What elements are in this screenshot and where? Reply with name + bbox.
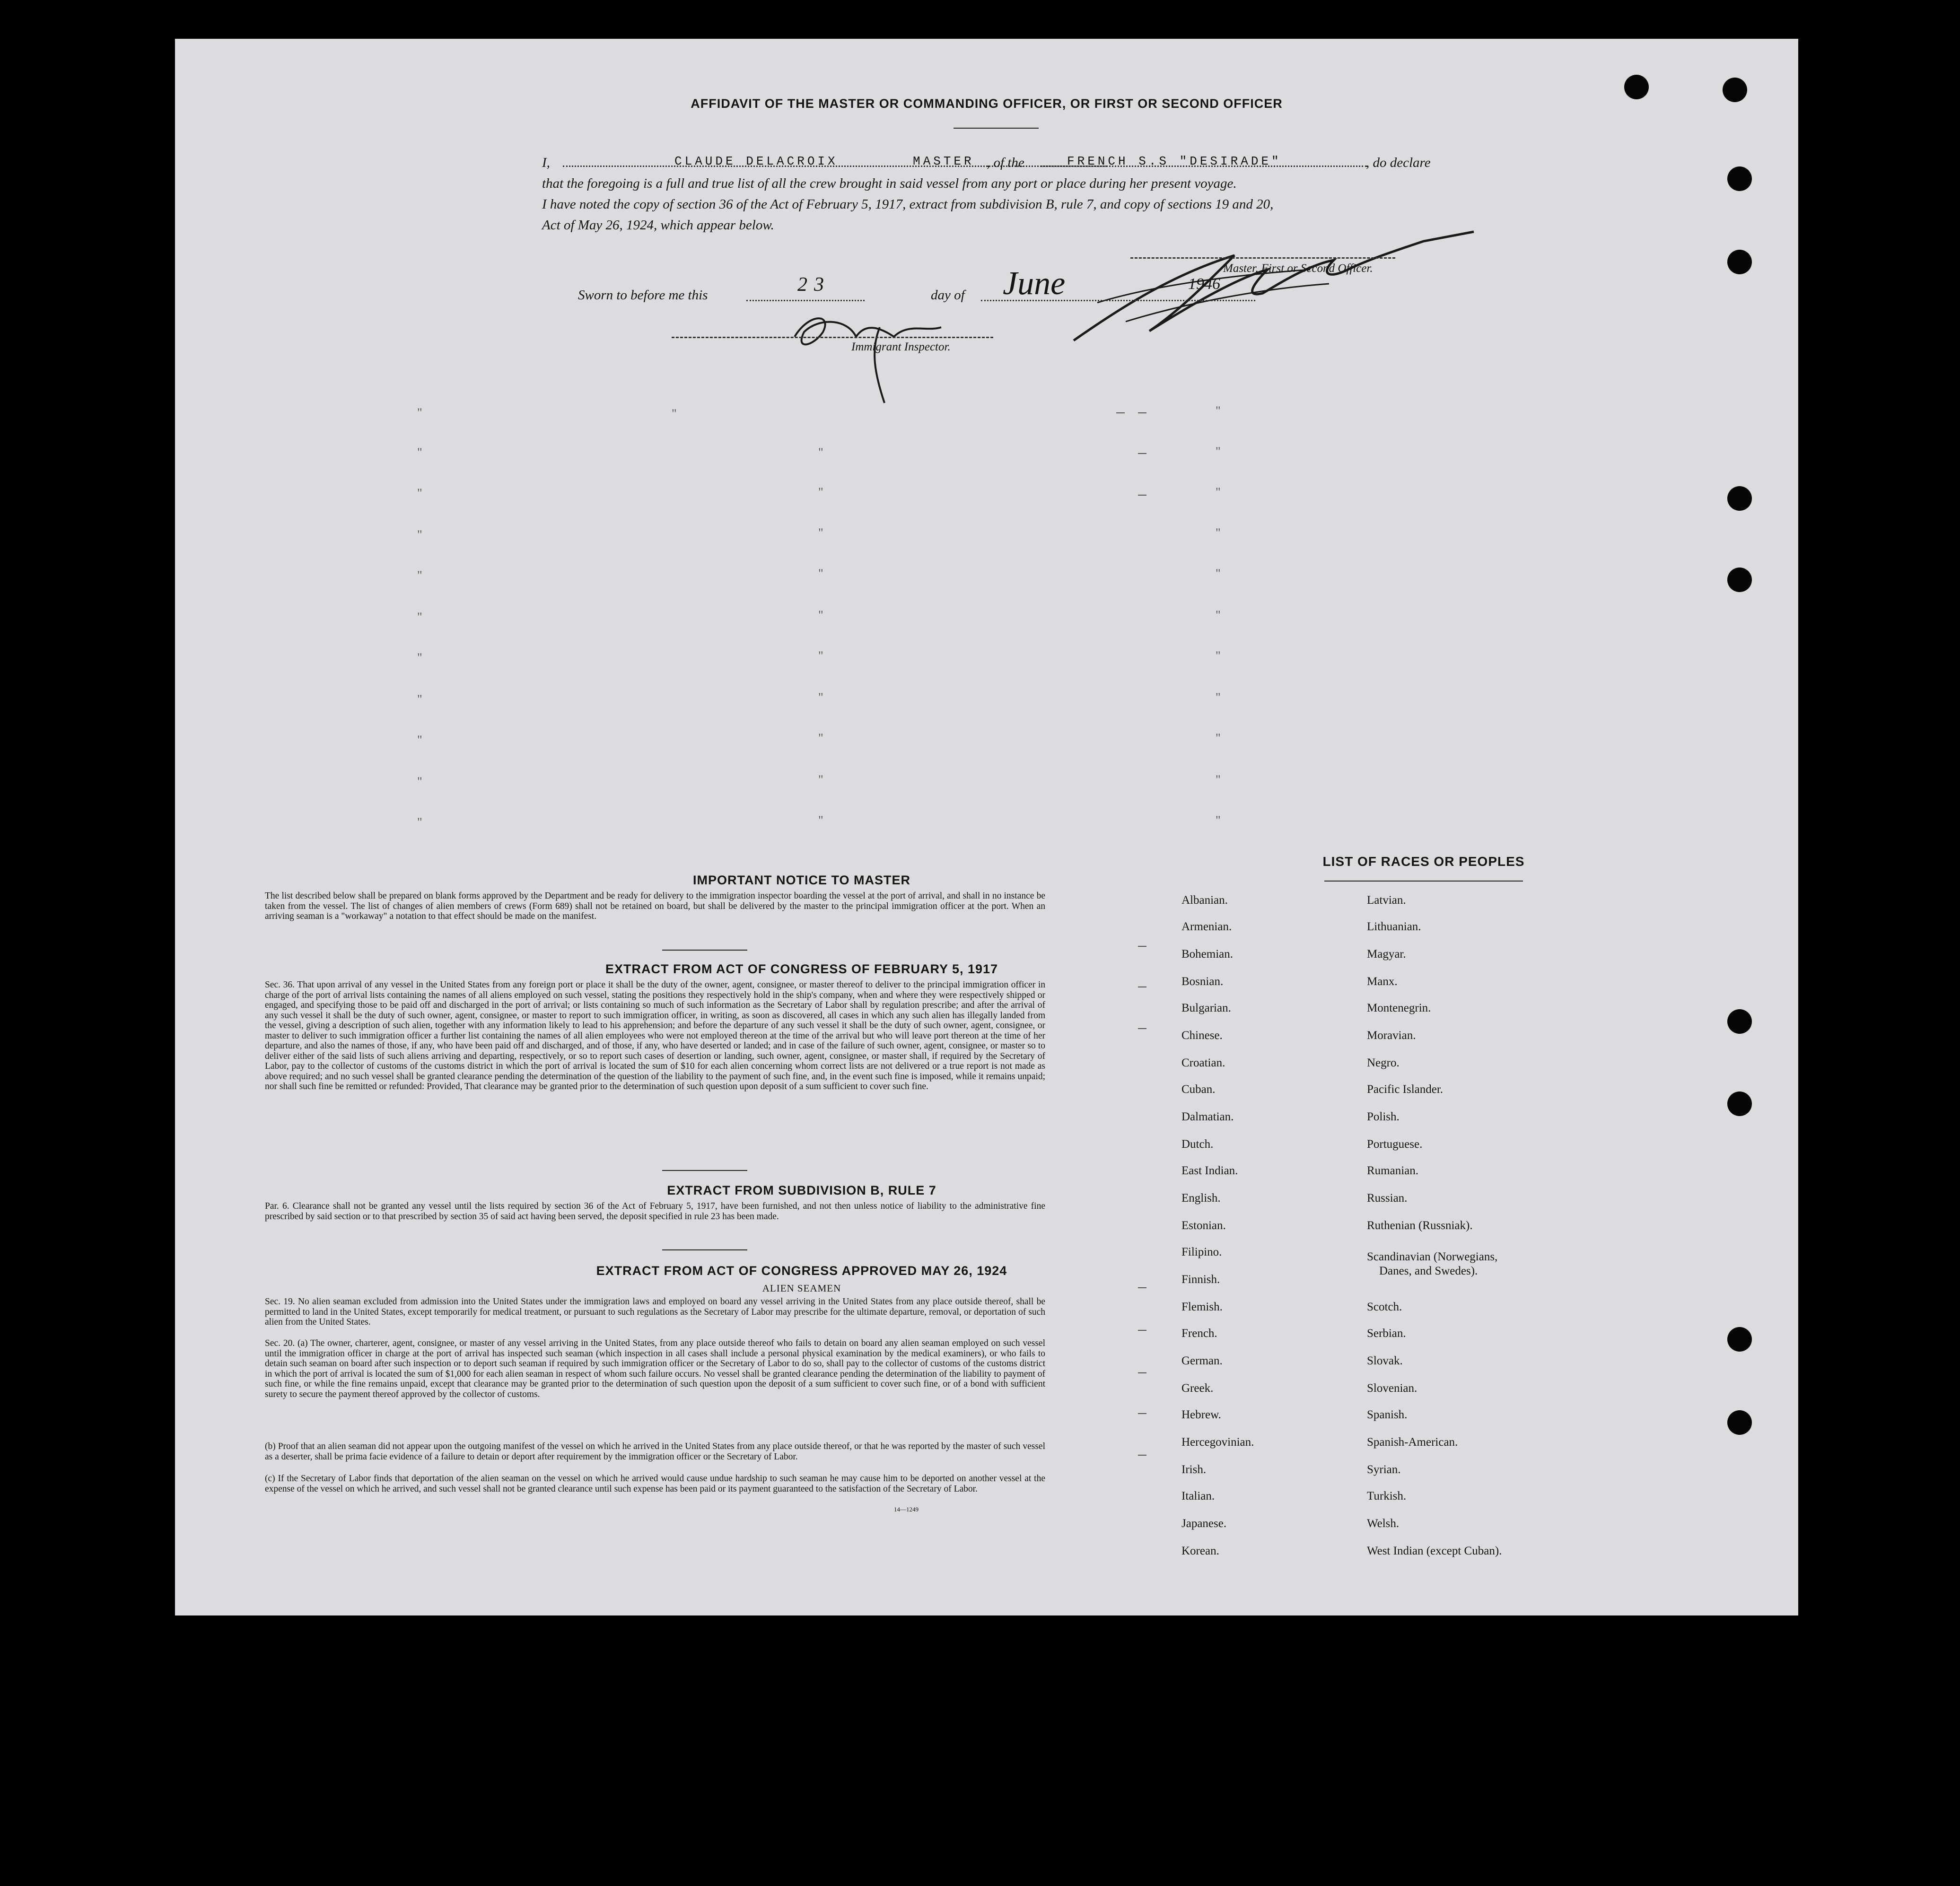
race-item: East Indian.	[1181, 1164, 1238, 1177]
sworn-month: June	[1003, 265, 1066, 302]
race-item: Rumanian.	[1367, 1164, 1419, 1177]
affidavit-do-declare: , do declare	[1366, 155, 1431, 170]
title-divider	[954, 128, 1039, 129]
race-item: Dutch.	[1181, 1138, 1214, 1151]
race-item: Filipino.	[1181, 1246, 1222, 1258]
punch-hole	[1727, 166, 1752, 191]
affidavit-i-label: I,	[542, 155, 550, 170]
race-item: Scandinavian (Norwegians,	[1367, 1250, 1498, 1263]
subdivision-b-text: Par. 6. Clearance shall not be granted any vessel until the lists required by section 36 of the Act of February 5, 1917, have been furnished, and not then unless notice of liability to the administrative fine prescribed by said section or to that prescribed by section 35 of said act having been served, the deposit specified in rule 23 has been made.	[265, 1201, 1045, 1222]
race-item: Hebrew.	[1181, 1408, 1221, 1421]
inspector-caption: Immigrant Inspector.	[851, 341, 951, 353]
race-item: Manx.	[1367, 975, 1398, 988]
day-of-label: day of	[931, 288, 965, 303]
punch-hole	[1624, 75, 1649, 99]
sworn-year: 1946	[1188, 275, 1220, 293]
affidavit-of-the: , of the	[987, 155, 1024, 170]
affidavit-line-4: Act of May 26, 1924, which appear below.	[542, 218, 774, 233]
race-item: Estonian.	[1181, 1219, 1226, 1232]
race-item: Danes, and Swedes).	[1379, 1265, 1478, 1277]
race-item: Albanian.	[1181, 894, 1228, 907]
sworn-label: Sworn to before me this	[578, 288, 708, 303]
race-item: French.	[1181, 1327, 1217, 1340]
extract-1924-title: EXTRACT FROM ACT OF CONGRESS APPROVED MAY 26, 1924	[596, 1264, 1007, 1278]
extract-1924-sec20c: (c) If the Secretary of Labor finds that deportation of the alien seaman on the vessel on which he arrived would cause undue hardship to such seaman he may cause him to be deported on another vessel at the expense of the vessel on which he arrived, and such vessel shall not be granted clearance until such expense has been paid or its payment guaranteed to the satisfaction of the Secretary of Labor.	[265, 1474, 1045, 1494]
race-item: Russian.	[1367, 1192, 1408, 1205]
notice-text: The list described below shall be prepared on blank forms approved by the Department and be ready for delivery to the immigration inspector boarding the vessel at the port of arrival, and shall in no instance be taken from the vessel. The list of changes of alien members of crews (Form 689) shall not be retained on board, but shall be delivered by the master to the principal immigration officer at the port. When an arriving seaman is a "workaway" a notation to that effect should be made on the manifest.	[265, 891, 1045, 921]
form-number: 14—1249	[894, 1506, 919, 1513]
race-item: Turkish.	[1367, 1490, 1407, 1502]
races-divider	[1324, 881, 1523, 882]
subdivision-b-title: EXTRACT FROM SUBDIVISION B, RULE 7	[667, 1183, 936, 1197]
extract-1917-title: EXTRACT FROM ACT OF CONGRESS OF FEBRUARY 5, 1917	[605, 962, 998, 976]
race-item: Hercegovinian.	[1181, 1436, 1254, 1449]
race-item: Spanish-American.	[1367, 1436, 1458, 1449]
master-rank: MASTER	[913, 154, 974, 168]
punch-hole	[1727, 1009, 1752, 1034]
punch-hole	[1727, 1091, 1752, 1116]
race-item: German.	[1181, 1354, 1223, 1367]
race-item: Bosnian.	[1181, 975, 1224, 988]
race-item: Magyar.	[1367, 948, 1406, 960]
race-item: Bulgarian.	[1181, 1002, 1231, 1014]
race-item: Welsh.	[1367, 1517, 1400, 1530]
race-item: Italian.	[1181, 1490, 1215, 1502]
inspector-flourish	[861, 323, 899, 408]
race-item: Greek.	[1181, 1382, 1214, 1395]
vessel-name: FRENCH S.S "DESIRADE"	[1067, 154, 1282, 168]
day-dotline	[746, 300, 865, 301]
race-item: Scotch.	[1367, 1301, 1402, 1313]
race-item: Croatian.	[1181, 1057, 1225, 1069]
race-item: Cuban.	[1181, 1083, 1216, 1096]
extract-1924-sec20a: Sec. 20. (a) The owner, charterer, agent, consignee, or master of any vessel arriving in the United States, from any place outside thereof who fails to detain on board any alien seaman employed on such vessel until the immigration officer in charge at the port of arrival has inspected such seaman (which inspection in all cases shall include a personal physical examination by the medical examiners), or who fails to detain such seaman on board after such inspection or to deport such seaman if required by such immigration officer or the Secretary of Labor to do so, shall pay to the collector of customs of the customs district in which the port of arrival is located the sum of $1,000 for each alien seaman in respect of whom such failure occurs. No vessel shall be granted clearance pending the determination of the liability to payment of such fine, or while the fine remains unpaid, except that clearance may be granted prior to the determination of such question upon the deposit of a sum sufficient to cover such fine, or of a bond with sufficient surety to secure the payment thereof approved by the collector of customs.	[265, 1338, 1045, 1399]
extract-1924-sec20b: (b) Proof that an alien seaman did not appear upon the outgoing manifest of the vessel on which he arrived in the United States from any place outside thereof, or that he was reported by the master of such vessel as a deserter, shall be prima facie evidence of a failure to detain or deport after requirement by the immigration officer or the Secretary of Labor.	[265, 1441, 1045, 1462]
race-item: Negro.	[1367, 1057, 1400, 1069]
race-item: Armenian.	[1181, 920, 1232, 933]
race-item: Ruthenian (Russniak).	[1367, 1219, 1473, 1232]
race-item: Moravian.	[1367, 1029, 1416, 1042]
signature-dotline	[1130, 257, 1395, 259]
affidavit-line-2: that the foregoing is a full and true list of all the crew brought in said vessel from any port or place during her present voyage.	[542, 176, 1237, 191]
race-item: Slovenian.	[1367, 1382, 1418, 1395]
race-item: Slovak.	[1367, 1354, 1403, 1367]
punch-hole	[1723, 78, 1747, 102]
extract-1917-divider	[662, 1170, 747, 1171]
signature-caption: Master, First or Second Officer.	[1223, 262, 1373, 275]
race-item: Polish.	[1367, 1110, 1400, 1123]
race-item: Bohemian.	[1181, 948, 1234, 960]
races-title: LIST OF RACES OR PEOPLES	[1322, 854, 1525, 869]
subdivision-b-divider	[662, 1249, 747, 1250]
race-item: Spanish.	[1367, 1408, 1408, 1421]
race-item: Lithuanian.	[1367, 920, 1421, 933]
affidavit-title: AFFIDAVIT OF THE MASTER OR COMMANDING OFFICER, OR FIRST OR SECOND OFFICER	[691, 96, 1283, 111]
notice-title: IMPORTANT NOTICE TO MASTER	[693, 873, 910, 887]
document-page: AFFIDAVIT OF THE MASTER OR COMMANDING OFFICER, OR FIRST OR SECOND OFFICER I, CLAUDE DELACROIX MASTER , of the FRENCH S.S "DESIRADE" , do declare that the foregoing is a full and true list of all the crew brought in said vessel from any port or place during her present voyage. I have noted the copy of section 36 of the Act of February 5, 1917, extract from subdivision B, rule 7, and copy of sections 19 and 20, Act of May 26, 1924, which appear below. Master, First or Second Officer. Sworn to before me this 23 day of June 1946 Immigrant Inspector. " " " " " " " " " " " " " " " " " " " " " " " " " " " " " " " " " IMPORTANT NOTICE TO MASTER The list described below shall be prepared on blank forms approved by the Department and be ready for delivery to the immigration inspector boarding the vessel at the port of arrival, and shall in no instance be taken from the vessel. The list of changes of alien members of crews (Form 689) shall not be retained on board, but shall be delivered by the master to the principal immigration officer at the port. When an arriving seaman is a "workaway" a notation to that effect should be made on the manifest. EXTRACT FROM ACT OF CONGRESS OF FEBRUARY 5, 1917 Sec. 36. That upon arrival of any vessel in the United States from any foreign port or place it shall be the duty of the owner, agent, consignee, or master thereof to deliver to the principal immigration officer in charge of the port of arrival lists containing the names of all aliens employed on such vessel, stating the positions they respectively hold in the ship's company, when and where they were respectively shipped or engaged, and specifying those to be paid off and discharged in the port of arrival; or lists containing so much of such information as the Secretary of Labor shall by regulation prescribe; and after the arrival of any such vessel it shall be the duty of such owner, agent, consignee, or master to report to such immigration officer, in writing, as soon as discovered, all cases in which any such alien has illegally landed from the vessel, giving a description of such alien, together with any information likely to lead to his apprehension; and before the departure of any such vessel it shall be the duty of such owner, agent, consignee, or master to deliver to such immigration officer a further list containing the names of all alien employees who were not employed thereon at the time of the arrival but who will leave port thereon at the time of her departure, and also the names of those, if any, who have been paid off and discharged, and of those, if any, who have deserted or landed; and in case of the failure of such owner, agent, consignee, or master so to deliver either of the said lists of such aliens arriving and departing, respectively, or so to report such cases of desertion or landing, such owner, agent, consignee, or master shall, if required by the Secretary of Labor, pay to the collector of customs of the customs district in which the port of arrival is located the sum of $10 for each alien concerning whom correct lists are not delivered or a true report is not made as above required; and no such vessel shall be granted clearance pending the determination of the question of the liability to the payment of such fine, and, in the event such fine is imposed, while it remains unpaid; nor shall such fine be remitted or refunded: Provided, That clearance may be granted prior to the determination of such question upon deposit of a sum sufficient to cover such fine. EXTRACT FROM SUBDIVISION B, RULE 7 Par. 6. Clearance shall not be granted any vessel until the lists required by section 36 of the Act of February 5, 1917, have been furnished, and not then unless notice of liability to the administrative fine prescribed by said section or to that prescribed by section 35 of said act having been served, the deposit specified in rule 23 has been made. EXTRACT FROM ACT OF CONGRESS APPROVED MAY 26, 1924 ALIEN SEAMEN Sec. 19. No alien seaman excluded from admission into the United States under the immigration laws and employed on board any vessel arriving in the United States from any place outside thereof, shall be permitted to land in the United States, except temporarily for medical treatment, or pursuant to such regulations as the Secretary of Labor may prescribe for the ultimate departure, removal, or deportation of such alien from the United States. Sec. 20. (a) The owner, charterer, agent, consignee, or master of any vessel arriving in the United States, from any place outside thereof who fails to detain on board any alien seaman employed on such vessel until the immigration officer in charge at the port of arrival has inspected such seaman (which inspection in all cases shall include a personal physical examination by the medical examiners), or who fails to detain such seaman on board after such inspection or to deport such seaman if required by such immigration officer or the Secretary of Labor to do so, shall pay to the collector of customs of the customs district in which the port of arrival is located the sum of $1,000 for each alien seaman in respect of whom such failure occurs. No vessel shall be granted clearance pending the determination of the liability to payment of such fine, or while the fine remains unpaid, except that clearance may be granted prior to the determination of such question upon the deposit of a sum sufficient to cover such fine, or of a bond with sufficient surety to secure the payment thereof approved by the collector of customs. (b) Proof that an alien seaman did not appear upon the outgoing manifest of the vessel on which he arrived in the United States from any place outside thereof, or that he was reported by the master of such vessel as a deserter, shall be prima facie evidence of a failure to detain or deport after requirement by the immigration officer or the Secretary of Labor. (c) If the Secretary of Labor finds that deportation of the alien seaman on the vessel on which he arrived would cause undue hardship to such seaman he may cause him to be deported on another vessel at the expense of the vessel on which he arrived, and such vessel shall not be granted clearance until such expense has been paid or its payment guaranteed to the satisfaction of the Secretary of Labor. 14—1249 LIST OF RACES OR PEOPLES Albanian. Armenian. Bohemian. Bosnian. Bulgarian. Chinese. Croatian. Cuban. Dalmatian. Dutch. East Indian. English. Estonian. Filipino. Finnish. Flemish. French. German. Greek. Hebrew. Hercegovinian. Irish. Italian. Japanese. Korean. Latvian. Lithuanian. Magyar. Manx. Montenegrin. Moravian. Negro. Pacific Islander. Polish. Portuguese. Rumanian. Russian. Ruthenian (Russniak). Scandinavian (Norwegians, Danes, and Swedes). Scotch. Serbian. Slovak. Slovenian. Spanish. Spanish-American. Syrian. Turkish. Welsh. West Indian (except Cuban).	[175, 39, 1798, 1615]
race-item: Portuguese.	[1367, 1138, 1423, 1151]
punch-hole	[1727, 486, 1752, 511]
punch-hole	[1727, 568, 1752, 592]
extract-1924-sec19: Sec. 19. No alien seaman excluded from admission into the United States under the immigration laws and employed on board any vessel arriving in the United States from any place outside thereof, shall be permitted to land in the United States, except temporarily for medical treatment, or pursuant to such regulations as the Secretary of Labor may prescribe for the ultimate departure, removal, or deportation of such alien from the United States.	[265, 1297, 1045, 1327]
race-item: West Indian (except Cuban).	[1367, 1545, 1502, 1557]
punch-hole	[1727, 1410, 1752, 1435]
affidavit-line-3: I have noted the copy of section 36 of the Act of February 5, 1917, extract from subdivision B, rule 7, and copy of sections 19 and 20,	[542, 197, 1274, 212]
sworn-day: 23	[797, 274, 831, 296]
race-item: Irish.	[1181, 1463, 1207, 1476]
race-item: Finnish.	[1181, 1273, 1220, 1286]
punch-hole	[1727, 250, 1752, 274]
race-item: Flemish.	[1181, 1301, 1223, 1313]
master-name: CLAUDE DELACROIX	[674, 154, 838, 168]
notice-divider	[662, 950, 747, 951]
punch-hole	[1727, 1327, 1752, 1352]
extract-1924-subtitle: ALIEN SEAMEN	[762, 1283, 841, 1294]
race-item: Syrian.	[1367, 1463, 1401, 1476]
race-item: Pacific Islander.	[1367, 1083, 1444, 1096]
inspector-dotline	[672, 337, 993, 338]
race-item: Dalmatian.	[1181, 1110, 1234, 1123]
race-item: Korean.	[1181, 1545, 1219, 1557]
race-item: Montenegrin.	[1367, 1002, 1431, 1014]
extract-1917-text: Sec. 36. That upon arrival of any vessel in the United States from any foreign port or place it shall be the duty of the owner, agent, consignee, or master thereof to deliver to the principal immigration officer in charge of the port of arrival lists containing the names of all aliens employed on such vessel, stating the positions they respectively hold in the ship's company, when and where they were respectively shipped or engaged, and specifying those to be paid off and discharged in the port of arrival; or lists containing so much of such information as the Secretary of Labor shall by regulation prescribe; and after the arrival of any such vessel it shall be the duty of such owner, agent, consignee, or master to report to such immigration officer, in writing, as soon as discovered, all cases in which any such alien has illegally landed from the vessel, giving a description of such alien, together with any information likely to lead to his apprehension; and before the departure of any such vessel it shall be the duty of such owner, agent, consignee, or master to deliver to such immigration officer a further list containing the names of all alien employees who were not employed thereon at the time of the arrival but who will leave port thereon at the time of her departure, and also the names of those, if any, who have been paid off and discharged, and of those, if any, who have deserted or landed; and in case of the failure of such owner, agent, consignee, or master so to deliver either of the said lists of such aliens arriving and departing, respectively, or so to report such cases of desertion or landing, such owner, agent, consignee, or master shall, if required by the Secretary of Labor, pay to the collector of customs of the customs district in which the port of arrival is located the sum of $10 for each alien concerning whom correct lists are not delivered or a true report is not made as above required; and no such vessel shall be granted clearance pending the determination of the question of the liability to the payment of such fine, and, in the event such fine is imposed, while it remains unpaid; nor shall such fine be remitted or refunded: Provided, That clearance may be granted prior to the determination of such question upon deposit of a sum sufficient to cover such fine.	[265, 980, 1045, 1091]
race-item: Chinese.	[1181, 1029, 1223, 1042]
race-item: English.	[1181, 1192, 1221, 1205]
race-item: Latvian.	[1367, 894, 1406, 907]
race-item: Serbian.	[1367, 1327, 1406, 1340]
race-item: Japanese.	[1181, 1517, 1227, 1530]
